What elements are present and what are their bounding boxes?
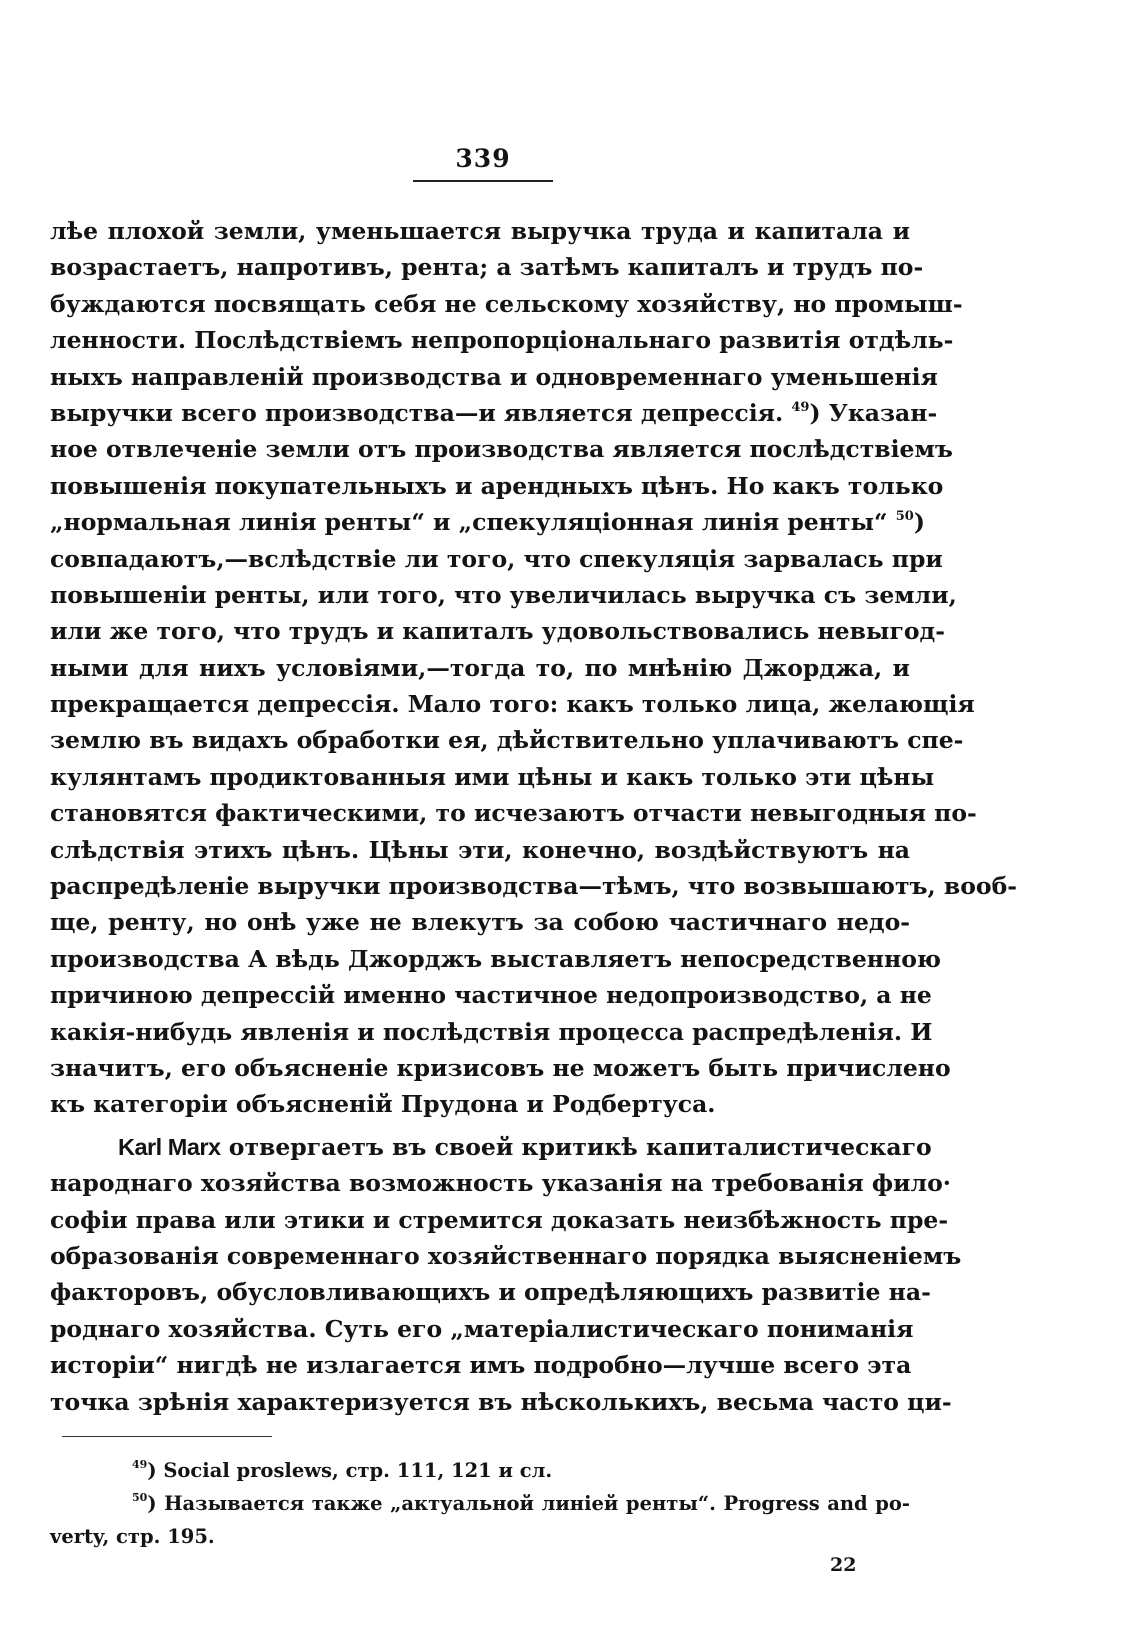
- text-line: или же того, что трудъ и капиталъ удовольствовались невыгод-: [50, 617, 945, 646]
- footnote-text: verty, стр. 195.: [50, 1525, 215, 1548]
- footnote-49: [50, 1454, 910, 1487]
- footnote-text: ) Называется также „актуальной линіей ренты“. Progress and po-: [147, 1492, 910, 1515]
- text-line: какія-нибудь явленія и послѣдствія процесса распредѣленія. И: [50, 1017, 933, 1046]
- text-line: слѣдствія этихъ цѣнъ. Цѣны эти, конечно, воздѣйствуютъ на: [50, 835, 910, 864]
- page-number: 339: [455, 144, 511, 173]
- text-line: землю въ видахъ обработки ея, дѣйствительно уплачиваютъ спе-: [50, 726, 964, 755]
- text-line: факторовъ, обусловливающихъ и опредѣляющихъ развитіе на-: [50, 1278, 931, 1307]
- text-line: прекращается депрессія. Мало того: какъ только лица, желающія: [50, 690, 975, 719]
- text-line: буждаются посвящать себя не сельскому хозяйству, но промыш-: [50, 289, 963, 318]
- paragraph-2: [50, 1129, 962, 1420]
- footnote-rule: [62, 1436, 272, 1437]
- text-line: ное отвлеченіе земли отъ производства является послѣдствіемъ: [50, 435, 953, 464]
- text-line: софіи права или этики и стремится доказать неизбѣжность пре-: [50, 1205, 949, 1234]
- footnote-marker: 49: [132, 1458, 148, 1471]
- text-line: повышеніи ренты, или того, что увеличилась выручка съ земли,: [50, 580, 957, 609]
- text-line: лѣе плохой земли, уменьшается выручка труда и капитала и: [50, 217, 910, 245]
- text-fragment: отвергаетъ въ своей критикѣ капиталистическаго: [220, 1132, 932, 1161]
- text-line: причиною депрессій именно частичное недопроизводство, а не: [50, 981, 932, 1010]
- text-line: роднаго хозяйства. Суть его „матеріалистическаго пониманія: [50, 1314, 914, 1343]
- text-line: ными для нихъ условіями,—тогда то, по мнѣнію Джорджа, и: [50, 653, 910, 682]
- paragraph-1: [50, 213, 1018, 1123]
- footnote-ref-49: 49: [791, 399, 810, 415]
- author-name: Karl Marx: [118, 1133, 221, 1160]
- text-line: кулянтамъ продиктованныя ими цѣны и какъ только эти цѣны: [50, 762, 935, 791]
- text-line: исторіи“ нигдѣ не излагается имъ подробно—лучше всего эта: [50, 1351, 912, 1380]
- text-fragment: ) Указан-: [809, 398, 938, 427]
- text-line: значитъ, его объясненіе кризисовъ не можетъ быть причислено: [50, 1053, 951, 1082]
- text-fragment: „нормальная линія ренты“ и „спекуляціонная линія ренты“: [50, 508, 896, 537]
- text-line: распредѣленіе выручки производства—тѣмъ, что возвышаютъ, вооб-: [50, 872, 1018, 901]
- header-rule: [413, 180, 553, 182]
- text-line: повышенія покупательныхъ и арендныхъ цѣнъ. Но какъ только: [50, 471, 944, 500]
- footnote-text: ) Social proslews, стр. 111, 121 и сл.: [147, 1459, 553, 1482]
- footnote-marker: 50: [132, 1491, 148, 1504]
- text-line: точка зрѣнія характеризуется въ нѣсколькихъ, весьма часто ци-: [50, 1387, 952, 1416]
- text-line: образованія современнаго хозяйственнаго порядка выясненіемъ: [50, 1241, 962, 1270]
- footnote-50: [50, 1487, 910, 1520]
- signature-mark: 22: [830, 1554, 857, 1576]
- text-line: [50, 504, 925, 540]
- body-text: [50, 213, 1018, 1420]
- text-line: совпадаютъ,—вслѣдствіе ли того, что спекуляція зарвалась при: [50, 544, 943, 573]
- text-line: [50, 395, 938, 431]
- text-line: возрастаетъ, напротивъ, рента; а затѣмъ капиталъ и трудъ по-: [50, 253, 924, 282]
- text-line: [50, 1129, 932, 1165]
- footnote-50-continued: [50, 1520, 910, 1553]
- footnotes: [50, 1454, 910, 1553]
- text-line: становятся фактическими, то исчезаютъ отчасти невыгодныя по-: [50, 799, 977, 828]
- text-line: ныхъ направленій производства и одновременнаго уменьшенія: [50, 362, 938, 391]
- text-line: къ категоріи объясненій Прудона и Родбертуса.: [50, 1090, 716, 1119]
- text-line: ще, ренту, но онѣ уже не влекутъ за собою частичнаго недо-: [50, 908, 910, 937]
- text-fragment: выручки всего производства—и является депрессія.: [50, 398, 792, 427]
- text-line: производства А вѣдь Джорджъ выставляетъ непосредственною: [50, 944, 941, 973]
- footnote-ref-50: 50: [895, 509, 914, 525]
- text-fragment: ): [913, 508, 925, 537]
- text-line: ленности. Послѣдствіемъ непропорціональнаго развитія отдѣль-: [50, 326, 954, 355]
- text-line: народнаго хозяйства возможность указанія на требованія фило·: [50, 1169, 951, 1198]
